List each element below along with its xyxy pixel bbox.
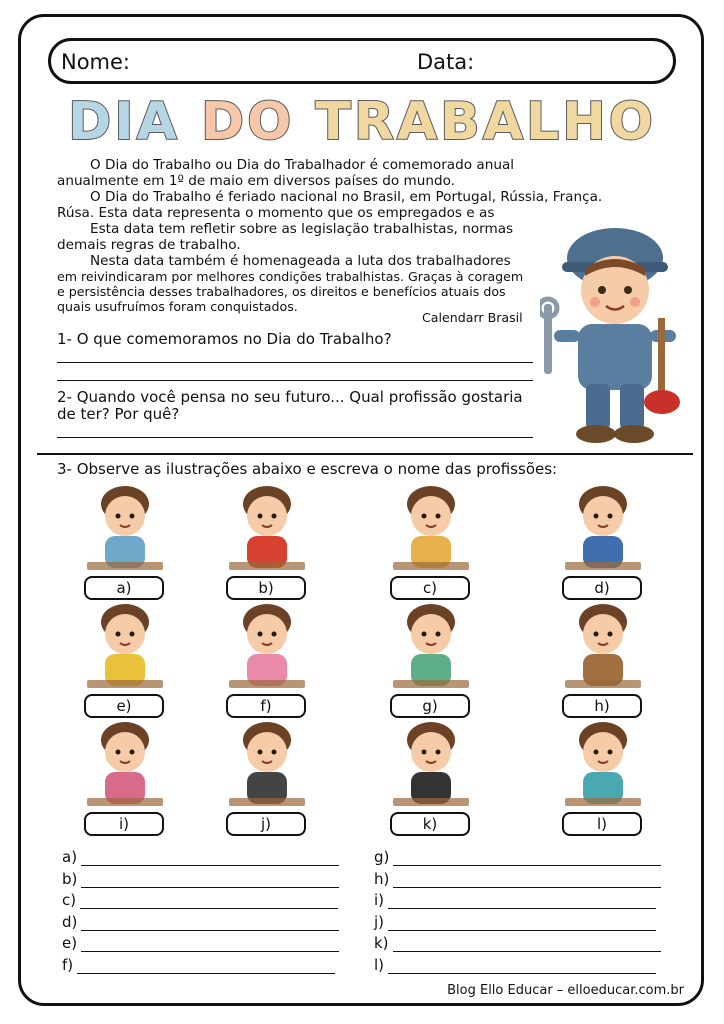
question-2: 2- Quando você pensa no seu futuro... Qual profissão gostaria (57, 388, 523, 406)
answer-underline[interactable] (393, 852, 661, 866)
section-divider (37, 453, 693, 455)
mail-carrier-icon (563, 482, 643, 574)
answer-row-label: f) (62, 955, 74, 974)
answer-row-label: c) (62, 891, 77, 909)
answer-row[interactable] (374, 934, 661, 952)
paragraph-line: O Dia do Trabalho ou Dia do Trabalhador é comemorado anual (90, 157, 515, 173)
firefighter-icon (227, 482, 307, 574)
profession-label: l) (562, 812, 642, 836)
answer-row[interactable] (374, 848, 661, 866)
answer-row[interactable] (374, 870, 661, 888)
answer-row-label: g) (374, 848, 390, 866)
answer-row[interactable] (62, 934, 339, 952)
answer-row[interactable] (62, 956, 335, 974)
footer-credit: Blog Ello Educar – elloeducar.com.br (447, 983, 684, 998)
paragraph-line: anualmente em 1º de maio em diversos países do mundo. (57, 173, 455, 189)
question-2-cont: de ter? Por quê? (57, 405, 180, 423)
profession-card (192, 482, 342, 600)
profession-card (528, 600, 678, 718)
judge-icon (391, 718, 471, 810)
answer-row[interactable] (374, 956, 656, 974)
profession-card (356, 600, 506, 718)
answer-row-label: j) (374, 912, 385, 931)
answer-row-label: h) (374, 869, 390, 888)
paragraph-line: Rúsa. Esta data representa o momento que os empregados e as (57, 205, 495, 221)
profession-card (356, 482, 506, 600)
profession-card (356, 718, 506, 836)
answer-underline[interactable] (77, 960, 335, 974)
answer-row-label: a) (62, 848, 78, 866)
answer-underline[interactable] (388, 960, 656, 974)
answer-row[interactable] (62, 891, 338, 909)
worker-boy-icon (540, 218, 690, 450)
profession-card (528, 482, 678, 600)
paragraph-line: O Dia do Trabalho é feriado nacional no Brasil, em Portugal, Rússia, França. (90, 189, 603, 205)
profession-label: i) (84, 812, 164, 836)
singer-icon (227, 600, 307, 692)
profession-label: k) (390, 812, 470, 836)
paragraph-line: Nesta data também é homenageada a luta dos trabalhadores (90, 253, 511, 269)
answer-line[interactable] (57, 380, 533, 381)
answer-row-label: i) (374, 891, 385, 909)
answer-line[interactable] (57, 362, 533, 363)
paragraph-line: demais regras de trabalho. (57, 237, 241, 253)
title-word-2: DO (200, 92, 295, 152)
paragraph-line: em reivindicaram por melhores condições trabalhistas. Graças à coragem (57, 269, 524, 284)
detective-icon (563, 600, 643, 692)
answer-underline[interactable] (81, 938, 339, 952)
profession-label: g) (390, 694, 470, 718)
answer-underline[interactable] (388, 895, 656, 909)
profession-label: e) (84, 694, 164, 718)
answer-row[interactable] (374, 891, 656, 909)
answer-underline[interactable] (81, 874, 339, 888)
profession-card (528, 718, 678, 836)
profession-label: d) (562, 576, 642, 600)
profession-label: f) (226, 694, 306, 718)
surgeon-icon (563, 718, 643, 810)
answer-row-label: e) (62, 934, 78, 952)
page-title (0, 92, 724, 152)
name-label: Nome: (61, 50, 131, 74)
waiter-icon (227, 718, 307, 810)
answer-underline[interactable] (393, 874, 661, 888)
paragraph-line: e persistência desses trabalhadores, os direitos e benefícios atuais dos (57, 284, 506, 299)
profession-card (50, 718, 200, 836)
profession-card (50, 482, 200, 600)
cashier-icon (85, 482, 165, 574)
answer-row-label: b) (62, 869, 78, 888)
profession-label: a) (84, 576, 164, 600)
answer-underline[interactable] (81, 852, 339, 866)
profession-label: c) (390, 576, 470, 600)
painter-icon (391, 482, 471, 574)
photographer-icon (85, 600, 165, 692)
title-word-1: DIA (68, 92, 180, 152)
veterinarian-icon (391, 600, 471, 692)
answer-row[interactable] (62, 848, 339, 866)
answer-row[interactable] (62, 870, 339, 888)
answer-row[interactable] (62, 913, 339, 931)
answer-row-label: d) (62, 912, 78, 931)
date-label: Data: (417, 50, 475, 74)
name-date-bar (48, 38, 676, 84)
answer-row[interactable] (374, 913, 656, 931)
profession-card (192, 600, 342, 718)
answer-underline[interactable] (81, 917, 339, 931)
profession-card (192, 718, 342, 836)
profession-label: h) (562, 694, 642, 718)
answer-underline[interactable] (388, 917, 656, 931)
answer-line[interactable] (57, 437, 533, 438)
profession-label: b) (226, 576, 306, 600)
paragraph-line: quais usufruímos foram conquistados. (57, 299, 298, 314)
answer-row-label: k) (374, 934, 389, 952)
title-word-3: TRABALHO (315, 92, 656, 152)
florist-icon (85, 718, 165, 810)
profession-label: j) (226, 812, 306, 836)
profession-card (50, 600, 200, 718)
answer-row-label: l) (374, 955, 385, 974)
paragraph-line: Esta data tem refletir sobre as legislaçäo trabalhistas, normas (90, 221, 514, 237)
question-1: 1- O que comemoramos no Dia do Trabalho? (57, 330, 392, 348)
answer-underline[interactable] (80, 895, 338, 909)
answer-underline[interactable] (393, 938, 661, 952)
question-3: 3- Observe as ilustrações abaixo e escreva o nome das profissões: (57, 460, 558, 478)
source-credit: Calendarr Brasil (422, 310, 523, 325)
